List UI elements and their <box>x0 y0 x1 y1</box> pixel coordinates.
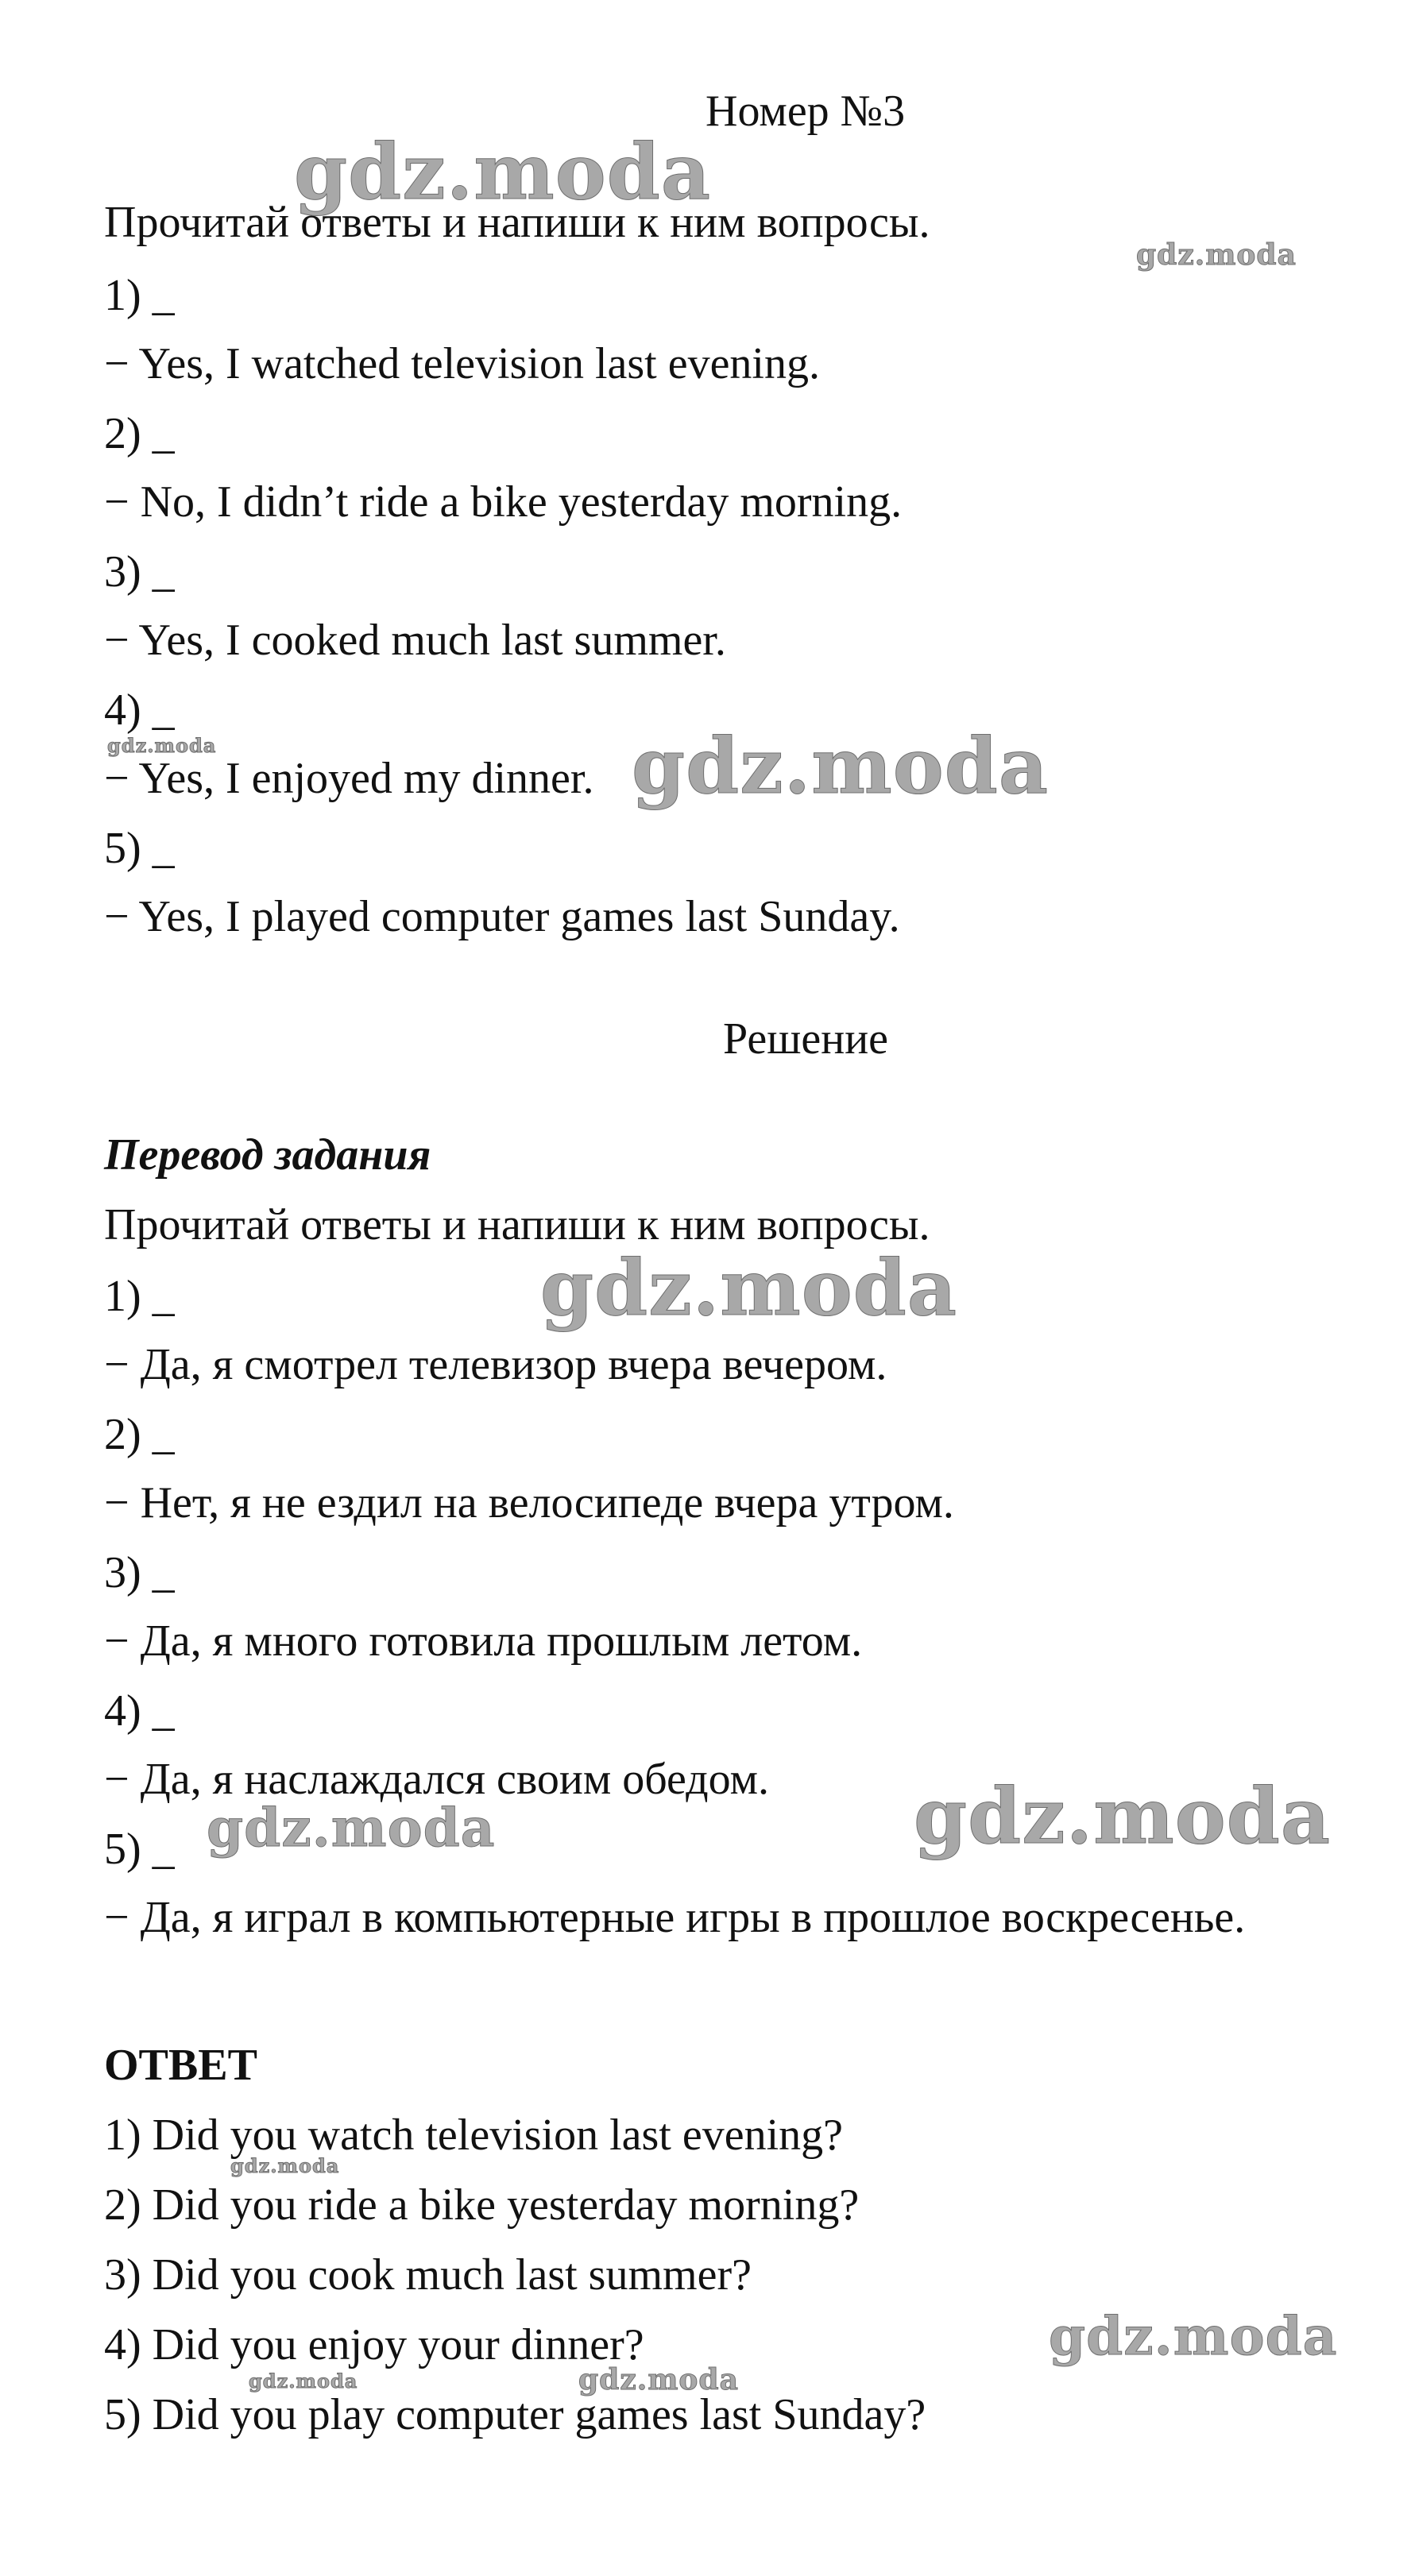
task-item-2-number: 2) _ <box>104 409 175 458</box>
watermark: gdz.moda <box>632 721 1050 811</box>
translation-item-4-answer: − Да, я наслаждался своим обедом. <box>104 1755 770 1804</box>
translation-item-1-answer: − Да, я смотрел телевизор вчера вечером. <box>104 1340 887 1389</box>
solution-heading: Решение <box>723 1014 889 1064</box>
translation-item-2-answer: − Нет, я не ездил на велосипеде вчера утром. <box>104 1478 954 1527</box>
translation-item-1-number: 1) _ <box>104 1272 175 1321</box>
translation-heading: Перевод задания <box>104 1130 431 1180</box>
answer-item-1: 1) Did you watch television last evening? <box>104 2111 843 2160</box>
watermark: gdz.moda <box>540 1243 958 1333</box>
translation-item-5-answer: − Да, я играл в компьютерные игры в прошлое воскресенье. <box>104 1893 1246 1942</box>
task-instruction: Прочитай ответы и напиши к ним вопросы. <box>104 198 930 247</box>
watermark: gdz.moda <box>914 1771 1332 1861</box>
answer-item-4: 4) Did you enjoy your dinner? <box>104 2320 644 2369</box>
task-item-1-number: 1) _ <box>104 271 175 320</box>
translation-item-2-number: 2) _ <box>104 1410 175 1459</box>
translation-item-5-number: 5) _ <box>104 1825 175 1874</box>
task-item-4-number: 4) _ <box>104 686 175 735</box>
watermark: gdz.moda <box>1049 2305 1338 2367</box>
watermark: gdz.moda <box>578 2363 739 2396</box>
task-item-2-answer: − No, I didn’t ride a bike yesterday morning. <box>104 477 903 527</box>
task-item-4-answer: − Yes, I enjoyed my dinner. <box>104 754 594 803</box>
translation-item-3-number: 3) _ <box>104 1548 175 1597</box>
task-item-3-number: 3) _ <box>104 547 175 597</box>
watermark: gdz.moda <box>107 734 217 757</box>
exercise-number: Номер №3 <box>706 87 906 136</box>
watermark: gdz.moda <box>249 2369 358 2393</box>
watermark: gdz.moda <box>1136 238 1297 272</box>
answer-heading: ОТВЕТ <box>104 2041 257 2090</box>
task-item-1-answer: − Yes, I watched television last evening. <box>104 339 820 388</box>
task-item-3-answer: − Yes, I cooked much last summer. <box>104 616 726 665</box>
answer-item-2: 2) Did you ride a bike yesterday morning? <box>104 2180 860 2230</box>
watermark: gdz.moda <box>207 1797 496 1859</box>
answer-item-3: 3) Did you cook much last summer? <box>104 2250 752 2300</box>
task-item-5-answer: − Yes, I played computer games last Sunday. <box>104 892 900 941</box>
translation-item-4-number: 4) _ <box>104 1686 175 1736</box>
watermark: gdz.moda <box>294 127 712 217</box>
translation-item-3-answer: − Да, я много готовила прошлым летом. <box>104 1616 863 1666</box>
translation-instruction: Прочитай ответы и напиши к ним вопросы. <box>104 1200 930 1249</box>
answer-item-5: 5) Did you play computer games last Sunday? <box>104 2390 926 2439</box>
task-item-5-number: 5) _ <box>104 824 175 873</box>
watermark: gdz.moda <box>230 2154 340 2177</box>
